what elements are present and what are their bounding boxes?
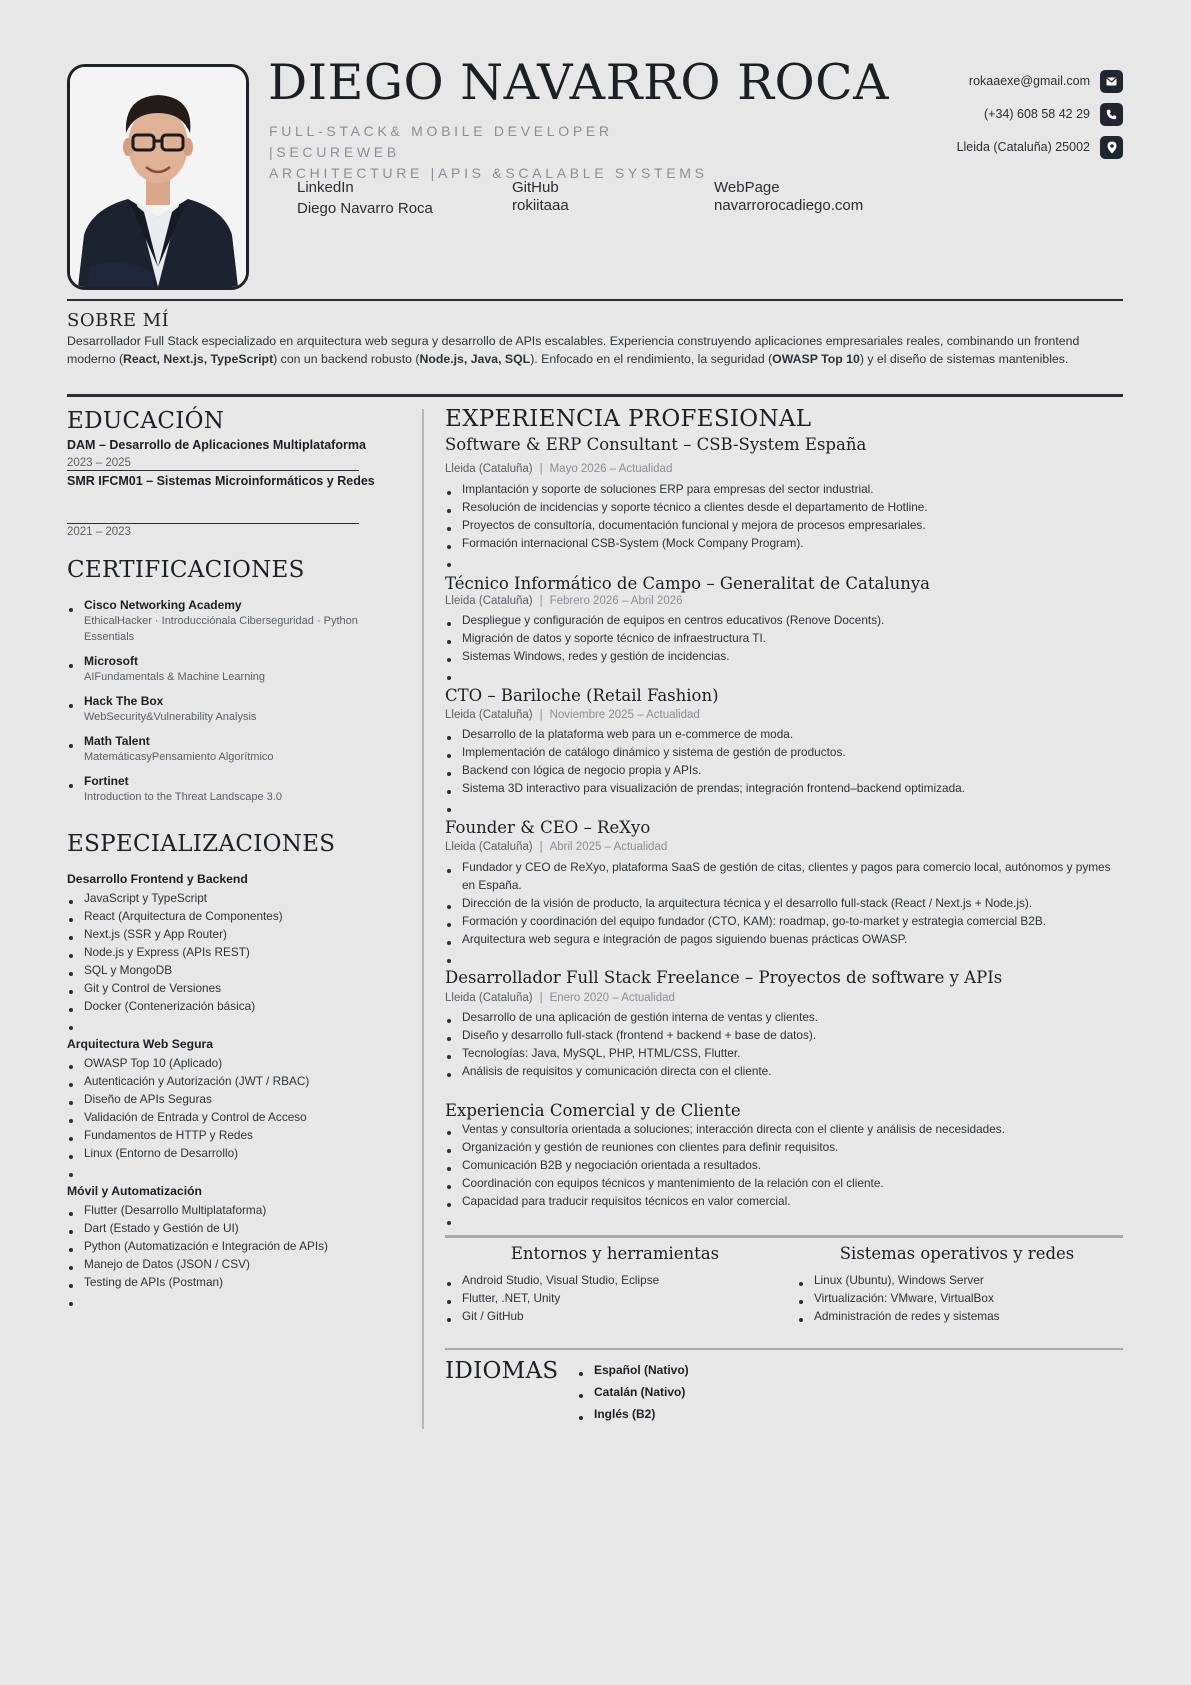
tools-environments — [445, 1244, 785, 1325]
job-meta: Lleida (Cataluña) | Noviembre 2025 – Actualidad — [445, 709, 700, 721]
job-title: Founder & CEO – ReXyo — [445, 818, 651, 837]
job-dates: Mayo 2026 – Actualidad — [549, 463, 673, 475]
job-location: Lleida (Cataluña) — [445, 595, 533, 607]
job-bullets — [445, 611, 1125, 671]
list-item: Formación y coordinación del equipo fundador (CTO, KAM): roadmap, go-to-market y estrategia comercial B2B. — [445, 912, 1125, 930]
profile-photo-image — [70, 67, 246, 287]
list-item: Fundamentos de HTTP y Redes — [67, 1126, 387, 1144]
webpage-label: WebPage — [714, 179, 780, 196]
specialization-group-secure-web — [67, 1037, 387, 1168]
list-item: Node.js y Express (APIs REST) — [67, 943, 387, 961]
tools-environments-title: Entornos y herramientas — [510, 1244, 720, 1263]
list-item: Comunicación B2B y negociación orientada a resultados. — [445, 1156, 1125, 1174]
list-item: Proyectos de consultoría, documentación funcional y mejora de procesos empresariales. — [445, 516, 1125, 534]
job-meta: Lleida (Cataluña) | Mayo 2026 – Actualidad — [445, 463, 673, 475]
job-title: Experiencia Comercial y de Cliente — [445, 1101, 741, 1120]
list-item: Despliegue y configuración de equipos en centros educativos (Renove Docents). — [445, 611, 1125, 629]
list-item: Flutter, .NET, Unity — [445, 1289, 785, 1307]
list-item-empty — [67, 1291, 387, 1297]
certification-item — [67, 773, 377, 805]
job-bullets — [445, 858, 1125, 954]
list-item: Sistemas Windows, redes y gestión de incidencias. — [445, 647, 1125, 665]
certification-issuer: Fortinet — [84, 774, 129, 788]
about-text: Desarrollador Full Stack especializado en arquitectura web segura y desarrollo de APIs escalables. Experiencia construyendo aplicaciones empresariales reales, combinando un frontend moderno (React, Next.js, TypeScript) con un backend robusto (Node.js, Java, SQL). Enfocado en el rendimiento, la seguridad (OWASP Top 10) y el diseño de sistemas mantenibles. — [67, 334, 1080, 366]
list-item: Validación de Entrada y Control de Acceso — [67, 1108, 387, 1126]
list-item: Español (Nativo) — [577, 1359, 689, 1381]
list-item: Flutter (Desarrollo Multiplataforma) — [67, 1201, 387, 1219]
education-degree-2: SMR IFCM01 – Sistemas Microinformáticos y Redes — [67, 474, 375, 488]
certification-detail: EthicalHacker · Introducciónala Ciberseguridad · Python Essentials — [84, 615, 358, 643]
column-divider — [422, 409, 424, 1429]
header-divider — [67, 299, 1123, 301]
mail-icon — [1100, 70, 1123, 93]
specialization-list — [67, 1201, 387, 1297]
certification-issuer: Microsoft — [84, 654, 138, 668]
specialization-list — [67, 1054, 387, 1168]
specialization-group-mobile-automation — [67, 1184, 387, 1297]
certification-detail: Introduction to the Threat Landscape 3.0 — [84, 791, 282, 803]
experience-item-bariloche — [445, 686, 1125, 803]
job-bullets — [445, 1008, 1125, 1080]
certifications-list — [67, 597, 377, 813]
list-item: Backend con lógica de negocio propia y APIs. — [445, 761, 1125, 779]
webpage-value[interactable]: navarrorocadiego.com — [714, 197, 864, 214]
list-item: Manejo de Datos (JSON / CSV) — [67, 1255, 387, 1273]
list-item: Autenticación y Autorización (JWT / RBAC) — [67, 1072, 387, 1090]
list-item: Capacidad para traducir requisitos técnicos en valor comercial. — [445, 1192, 1125, 1210]
list-item: JavaScript y TypeScript — [67, 889, 387, 907]
experience-item-rexyo — [445, 818, 1125, 954]
list-item-empty — [445, 552, 1125, 558]
linkedin-link[interactable] — [297, 179, 433, 218]
list-item: Arquitectura web segura e integración de pagos siguiendo buenas prácticas OWASP. — [445, 930, 1125, 948]
job-location: Lleida (Cataluña) — [445, 709, 533, 721]
email-text[interactable]: rokaaexe@gmail.com — [968, 74, 1090, 88]
list-item-empty — [445, 797, 1125, 803]
github-link[interactable] — [512, 179, 569, 215]
list-item: OWASP Top 10 (Aplicado) — [67, 1054, 387, 1072]
education-degree-1: DAM – Desarrollo de Aplicaciones Multiplataforma — [67, 438, 366, 452]
list-item: Linux (Ubuntu), Windows Server — [797, 1271, 1117, 1289]
education-divider-1 — [67, 470, 359, 471]
list-item: SQL y MongoDB — [67, 961, 387, 979]
github-value[interactable]: rokiitaaa — [512, 197, 569, 214]
job-title: Software & ERP Consultant – CSB-System España — [445, 435, 867, 454]
experience-item-csb — [445, 435, 1125, 558]
certification-detail: AIFundamentals & Machine Learning — [84, 671, 265, 683]
specialization-group-title: Desarrollo Frontend y Backend — [67, 872, 248, 886]
certification-issuer: Cisco Networking Academy — [84, 598, 242, 612]
tools-os-title: Sistemas operativos y redes — [839, 1244, 1075, 1263]
job-title: Técnico Informático de Campo – Generalitat de Catalunya — [445, 574, 931, 593]
job-dates: Febrero 2026 – Abril 2026 — [549, 595, 683, 607]
certifications-title: CERTIFICACIONES — [67, 557, 305, 583]
list-item: Formación internacional CSB-System (Mock Company Program). — [445, 534, 1125, 552]
list-item-empty — [67, 1162, 387, 1168]
list-item: Virtualización: VMware, VirtualBox — [797, 1289, 1117, 1307]
certification-item — [67, 653, 377, 685]
list-item: Administración de redes y sistemas — [797, 1307, 1117, 1325]
job-bullets — [445, 725, 1125, 803]
list-item: Dart (Estado y Gestión de UI) — [67, 1219, 387, 1237]
list-item: Next.js (SSR y App Router) — [67, 925, 387, 943]
job-bullets — [445, 1120, 1125, 1216]
job-title: Desarrollador Full Stack Freelance – Proyectos de software y APIs — [445, 968, 1003, 987]
list-item: Fundador y CEO de ReXyo, plataforma SaaS de gestión de citas, clientes y pagos para comercio local, autónomos y pymes en España. — [445, 858, 1125, 894]
list-item-empty — [67, 1015, 387, 1021]
certification-detail: WebSecurity&Vulnerability Analysis — [84, 711, 257, 723]
specializations-title: ESPECIALIZACIONES — [67, 831, 336, 857]
certification-detail: MatemáticasyPensamiento Algorítmico — [84, 751, 274, 763]
list-item: Implantación y soporte de soluciones ERP para empresas del sector industrial. — [445, 480, 1125, 498]
list-item: Análisis de requisitos y comunicación directa con el cliente. — [445, 1062, 1125, 1080]
education-dates-2: 2021 – 2023 — [67, 526, 131, 538]
specialization-group-frontend-backend — [67, 872, 387, 1021]
experience-item-commercial — [445, 1101, 1125, 1216]
list-item: React (Arquitectura de Componentes) — [67, 907, 387, 925]
experience-item-freelance — [445, 968, 1125, 1080]
certification-item — [67, 693, 377, 725]
education-title: EDUCACIÓN — [67, 408, 225, 434]
job-meta: Lleida (Cataluña) | Enero 2020 – Actualidad — [445, 992, 675, 1004]
job-location: Lleida (Cataluña) — [445, 992, 533, 1004]
about-title: SOBRE MÍ — [67, 310, 170, 331]
list-item: Ventas y consultoría orientada a soluciones; interacción directa con el cliente y análisis de necesidades. — [445, 1120, 1125, 1138]
list-item-empty — [445, 948, 1125, 954]
location-pin-icon — [1100, 136, 1123, 159]
linkedin-value[interactable]: Diego Navarro Roca — [297, 200, 433, 217]
education-divider-2 — [67, 523, 359, 524]
list-item: Desarrollo de la plataforma web para un e-commerce de moda. — [445, 725, 1125, 743]
job-location: Lleida (Cataluña) — [445, 463, 533, 475]
tools-environments-list — [445, 1271, 785, 1325]
experience-title: EXPERIENCIA PROFESIONAL — [445, 406, 812, 432]
list-item: Dirección de la visión de producto, la arquitectura técnica y el desarrollo full-stack (React / Next.js + Node.js). — [445, 894, 1125, 912]
specialization-list — [67, 889, 387, 1021]
tools-os-networks — [797, 1244, 1117, 1325]
list-item: Coordinación con equipos técnicos y mantenimiento de la relación con el cliente. — [445, 1174, 1125, 1192]
list-item: Python (Automatización e Integración de APIs) — [67, 1237, 387, 1255]
job-meta: Lleida (Cataluña) | Febrero 2026 – Abril 2026 — [445, 595, 683, 607]
list-item: Desarrollo de una aplicación de gestión interna de ventas y clientes. — [445, 1008, 1125, 1026]
location-text: Lleida (Cataluña) 25002 — [956, 140, 1090, 154]
contact-email[interactable] — [969, 69, 1123, 93]
profile-photo — [67, 64, 249, 290]
list-item: Git / GitHub — [445, 1307, 785, 1325]
list-item: Tecnologías: Java, MySQL, PHP, HTML/CSS, Flutter. — [445, 1044, 1125, 1062]
candidate-name: DIEGO NAVARRO ROCA — [268, 54, 890, 111]
phone-text[interactable]: (+34) 608 58 42 29 — [984, 107, 1090, 121]
list-item: Implementación de catálogo dinámico y sistema de gestión de productos. — [445, 743, 1125, 761]
experience-item-generalitat — [445, 574, 1125, 671]
list-item: Sistema 3D interactivo para visualización de prendas; integración frontend–backend optimizada. — [445, 779, 1125, 797]
list-item: Resolución de incidencias y soporte técnico a clientes desde el departamento de Hotline. — [445, 498, 1125, 516]
linkedin-label: LinkedIn — [297, 179, 354, 196]
list-item-empty — [445, 1210, 1125, 1216]
webpage-link[interactable] — [714, 179, 863, 215]
specialization-group-title: Arquitectura Web Segura — [67, 1037, 214, 1051]
list-item: Catalán (Nativo) — [577, 1381, 689, 1403]
github-label: GitHub — [512, 179, 559, 196]
education-dates-1: 2023 – 2025 — [67, 457, 131, 469]
about-divider — [67, 394, 1123, 397]
list-item: Inglés (B2) — [577, 1403, 689, 1425]
list-item-empty — [445, 665, 1125, 671]
tools-os-list — [797, 1271, 1117, 1325]
list-item: Organización y gestión de reuniones con clientes para definir requisitos. — [445, 1138, 1125, 1156]
languages-title: IDIOMAS — [445, 1358, 559, 1384]
tools-divider-bottom — [445, 1348, 1123, 1350]
certification-issuer: Hack The Box — [84, 694, 164, 708]
list-item: Linux (Entorno de Desarrollo) — [67, 1144, 387, 1162]
headline — [269, 121, 729, 184]
job-meta: Lleida (Cataluña) | Abril 2025 – Actualidad — [445, 841, 668, 853]
list-item: Android Studio, Visual Studio, Eclipse — [445, 1271, 785, 1289]
headline-line-1: FULL-STACK& MOBILE DEVELOPER |SECUREWEB — [269, 123, 613, 160]
job-dates: Abril 2025 – Actualidad — [549, 841, 668, 853]
list-item: Git y Control de Versiones — [67, 979, 387, 997]
job-dates: Enero 2020 – Actualidad — [549, 992, 675, 1004]
job-dates: Noviembre 2025 – Actualidad — [549, 709, 700, 721]
contact-phone[interactable] — [984, 102, 1123, 126]
list-item: Testing de APIs (Postman) — [67, 1273, 387, 1291]
specialization-group-title: Móvil y Automatización — [67, 1184, 202, 1198]
job-bullets — [445, 480, 1125, 558]
certification-issuer: Math Talent — [84, 734, 150, 748]
contact-location — [957, 135, 1123, 159]
phone-icon — [1100, 103, 1123, 126]
list-item: Diseño de APIs Seguras — [67, 1090, 387, 1108]
job-title: CTO – Bariloche (Retail Fashion) — [445, 686, 719, 705]
list-item: Docker (Contenerización básica) — [67, 997, 387, 1015]
list-item: Diseño y desarrollo full-stack (frontend + backend + base de datos). — [445, 1026, 1125, 1044]
tools-divider-top — [445, 1235, 1123, 1238]
job-location: Lleida (Cataluña) — [445, 841, 533, 853]
headline-line-2: ARCHITECTURE |APIS &SCALABLE SYSTEMS — [269, 165, 708, 181]
certification-item — [67, 733, 377, 765]
certification-item — [67, 597, 377, 645]
languages-list — [577, 1359, 689, 1425]
list-item: Migración de datos y soporte técnico de infraestructura TI. — [445, 629, 1125, 647]
